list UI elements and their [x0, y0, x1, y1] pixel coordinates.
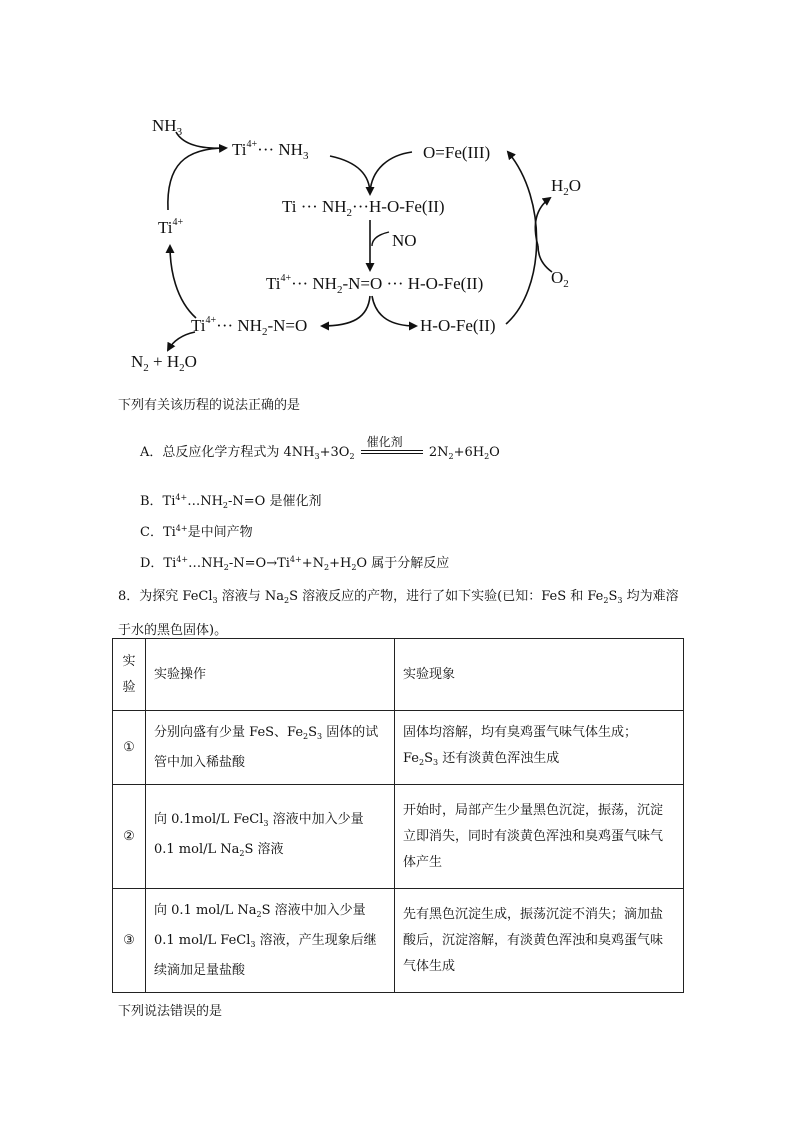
o2-in-hook: [538, 246, 552, 272]
header-phenomenon: 实验现象: [395, 639, 684, 711]
q8-followup-stem: 下列说法错误的是: [118, 1004, 223, 1019]
header-experiment: 实验: [113, 639, 146, 711]
q8-stem: 8．为探究 FeCl$_3$ 溶液与 $Na_2S$ 溶液反应的产物，进行了如下实验(已知：FeS 和 $Fe_2S_3$ 均为难溶于水的黑色固体)。: [118, 589, 679, 638]
table-row: [113, 785, 684, 889]
ti4-label: $Ti^{4+}$: [158, 217, 184, 237]
nh3-in-arrow: [176, 132, 226, 148]
intermediate-label: $Ti^{4+}\cdot\cdot\cdot NH_2-N=O$ ··· H-O-Fe(II): [266, 273, 484, 296]
fe-reoxidation-arrow: [506, 152, 537, 324]
row-number: ②: [113, 785, 146, 889]
catalyst-condition: 催化剂: [359, 442, 425, 462]
row-operation: 分别向盛有少量 FeS、$Fe_2S_3$ 固体的试管中加入稀盐酸: [146, 711, 395, 785]
option-a-text: A．总反应化学方程式为 $4NH_3+3O_2$: [140, 444, 355, 461]
ti-nh2-hofe-label: Ti ··· $NH_2\cdot\cdot\cdot H-O-Fe(II)$: [282, 197, 445, 219]
q7-option-b[interactable]: B．$Ti^{4+}\dots NH_2-N=O$ 是催化剂: [140, 493, 322, 510]
option-a-products: $2N_2+6H_2O$: [428, 444, 500, 461]
ti-nh2-no-label: $Ti^{4+}\cdot\cdot\cdot NH_2-N=O$: [191, 315, 308, 338]
reaction-mechanism-diagram: [0, 0, 794, 380]
h-o-fe-ii-label: H-O-Fe(II): [420, 316, 496, 335]
no-label: NO: [392, 231, 417, 250]
row-number: ①: [113, 711, 146, 785]
table-row: [113, 889, 684, 993]
h2o-product-label: $H_2O$: [551, 176, 582, 198]
nh3-label: $NH_3$: [152, 116, 183, 138]
ofe-to-amide-arrow: [370, 152, 412, 192]
o2-label: $O_2$: [551, 268, 569, 290]
split-right-arrow: [372, 296, 416, 326]
q7-stem: 下列有关该历程的说法正确的是: [118, 398, 301, 413]
o-fe-iii-label: O=Fe(III): [423, 143, 491, 162]
split-left-arrow: [322, 296, 370, 326]
regenerate-ti4-arrow: [170, 246, 196, 318]
row-phenomenon: 先有黑色沉淀生成，振荡沉淀不消失；滴加盐酸后，沉淀溶解，有淡黄色浑浊和臭鸡蛋气味气体生成: [395, 889, 684, 993]
row-phenomenon: 固体均溶解，均有臭鸡蛋气味气体生成； $Fe_2S_3$ 还有淡黄色浑浊生成: [395, 711, 684, 785]
ti-nh3-to-amide-arrow: [330, 156, 370, 194]
header-operation: 实验操作: [146, 639, 395, 711]
row-number: ③: [113, 889, 146, 993]
n2-h2o-label: $N_2 + H_2O$: [131, 352, 197, 374]
experiment-table: [112, 638, 684, 993]
q7-option-d[interactable]: D．$Ti^{4+}\dots NH_2-N=O\to Ti^{4+}+N_2+H_2O$ 属于分解反应: [140, 555, 450, 572]
ti-nh3-label: $Ti^{4+}\cdot\cdot\cdot NH_3$: [232, 139, 309, 162]
water-release-arrow: [535, 198, 550, 246]
q7-option-c[interactable]: C．$Ti^{4+}$是中间产物: [140, 524, 253, 540]
table-header-row: [113, 639, 684, 711]
row-operation: 向 0.1mol/L FeCl$_3$ 溶液中加入少量 0.1 mol/L $Na_2S$ 溶液: [146, 785, 395, 889]
row-phenomenon: 开始时，局部产生少量黑色沉淀，振荡，沉淀立即消失，同时有淡黄色浑浊和臭鸡蛋气味气体产生: [395, 785, 684, 889]
table-row: [113, 711, 684, 785]
ti4-to-ti-nh3-arrow: [168, 148, 226, 210]
no-hook: [372, 232, 389, 246]
q7-option-a[interactable]: [140, 435, 500, 467]
row-operation: 向 0.1 mol/L $Na_2S$ 溶液中加入少量 0.1 mol/L FeCl$_3$ 溶液，产生现象后继续滴加足量盐酸: [146, 889, 395, 993]
